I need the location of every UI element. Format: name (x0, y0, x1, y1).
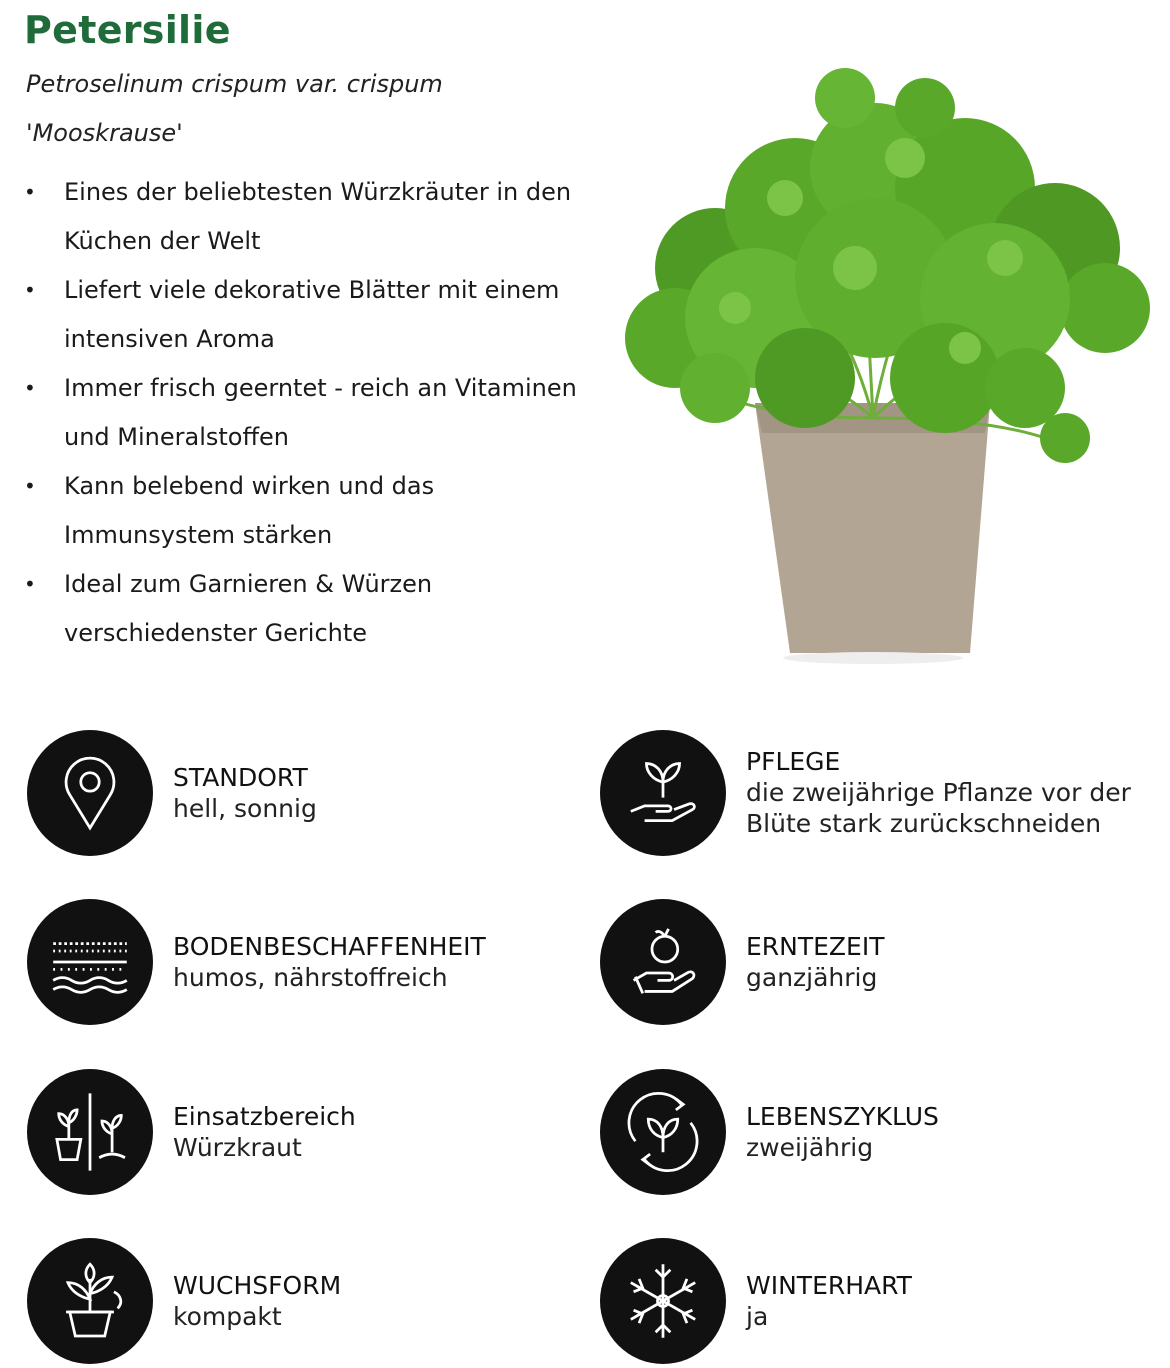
feature-value: ganzjährig (746, 962, 878, 992)
feature-einsatz (27, 1069, 587, 1199)
bullet-item: • Ideal zum Garnieren & Würzen verschiedenster Gerichte (24, 570, 433, 647)
feature-label: WINTERHART (746, 1270, 912, 1300)
feature-label: STANDORT (173, 762, 308, 792)
feature-bullet-list (24, 168, 584, 658)
feature-value: humos, nährstoffreich (173, 962, 448, 992)
feature-label: ERNTEZEIT (746, 931, 885, 961)
parsley-plant-image (605, 58, 1165, 668)
potted-plant-icon (27, 1238, 153, 1364)
feature-value: ja (746, 1301, 769, 1331)
bullet-item: • Eines der beliebtesten Würzkräuter in den Küchen der Welt (24, 178, 572, 255)
feature-standort (27, 730, 587, 860)
feature-wuchsform (27, 1238, 587, 1368)
snowflake-icon (600, 1238, 726, 1364)
feature-label: PFLEGE (746, 747, 841, 776)
feature-lebenszyklus (600, 1069, 1160, 1199)
soil-layers-icon (27, 899, 153, 1025)
latin-name: Petroselinum crispum var. crispum (26, 70, 443, 98)
feature-label: LEBENSZYKLUS (746, 1101, 939, 1131)
bullet-item: • Kann belebend wirken und das Immunsystem stärken (24, 472, 435, 549)
feature-value: kompakt (173, 1301, 282, 1331)
product-title: Petersilie (24, 8, 231, 52)
seedling-hand-icon (600, 730, 726, 856)
feature-boden (27, 899, 587, 1029)
recycle-leaf-icon (600, 1069, 726, 1195)
feature-value: Würzkraut (173, 1132, 302, 1162)
feature-value: hell, sonnig (173, 793, 317, 823)
location-pin-icon (27, 730, 153, 856)
bullet-item: • Immer frisch geerntet - reich an Vitaminen und Mineralstoffen (24, 374, 577, 451)
feature-label: WUCHSFORM (173, 1270, 342, 1300)
feature-winterhart (600, 1238, 1160, 1368)
feature-value: die zweijährige Pflanze vor der Blüte stark zurückschneiden (746, 778, 1131, 838)
pot-and-ground-icon (27, 1069, 153, 1195)
bullet-item: • Liefert viele dekorative Blätter mit einem intensiven Aroma (24, 276, 560, 353)
feature-erntezeit (600, 899, 1160, 1029)
feature-value: zweijährig (746, 1132, 874, 1162)
feature-label: Einsatzbereich (173, 1101, 356, 1131)
cultivar-name: 'Mooskrause' (26, 119, 183, 147)
fruit-hand-icon (600, 899, 726, 1025)
feature-label: BODENBESCHAFFENHEIT (173, 931, 486, 961)
feature-pflege (600, 730, 1160, 860)
